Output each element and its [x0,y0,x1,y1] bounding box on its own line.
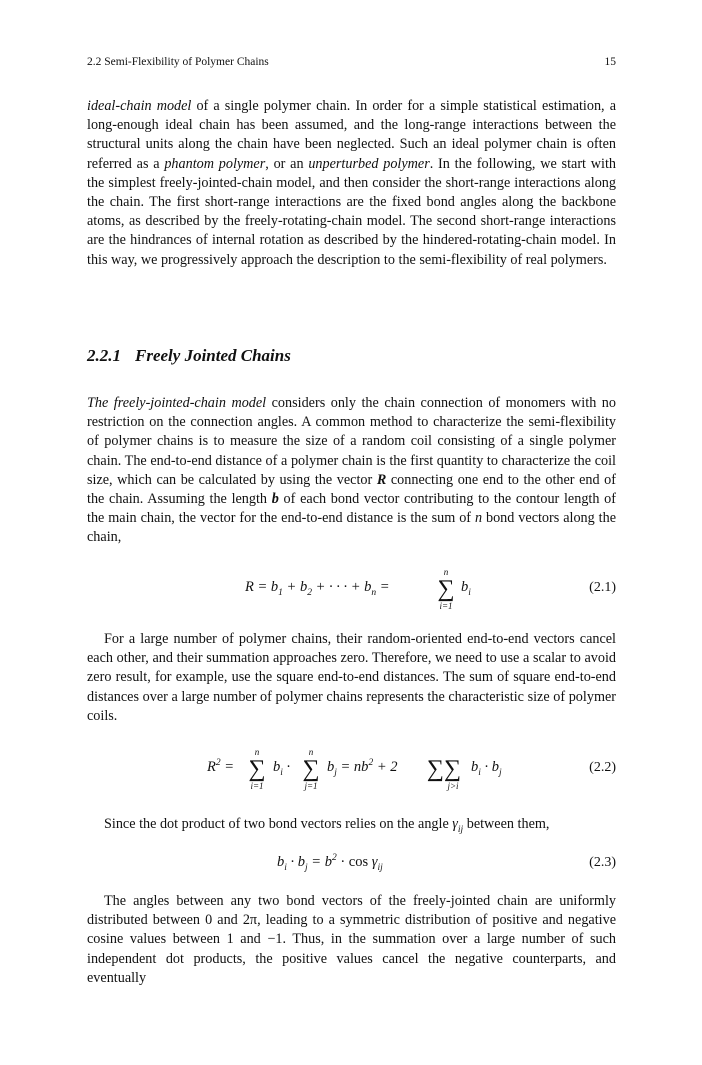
text: = [220,759,235,775]
text: + b [282,579,308,595]
equation-2-1 [87,567,616,623]
text: · b [480,759,500,775]
sum-upper-limit: n [443,567,449,577]
symbol-R: R [376,471,387,488]
sum-lower-limit: i=1 [439,601,453,611]
sub: ij [377,862,383,873]
sub: j [499,767,502,778]
sub: i [478,767,481,778]
sum-upper-limit: n [254,747,260,757]
text: = b [307,854,332,870]
page-number: 15 [604,56,616,68]
text: . In the following, we start with the simplest freely-jointed-chain model, and then consider the short-range interactions along the chain. The first short-range interactions are the fixed bond angles along the backbone atoms, as described by the freely-rotating-chain model. The second short-range interactions are the hindrances of internal rotation as described by the hindered-rotating-chain model. In this way, we progressively approach the description to the semi-flexibility of real polymers. [87,155,616,268]
eq2-term-2 [327,759,397,776]
term-phantom-polymer: phantom polymer [164,155,266,172]
eq1-lhs: R = b [245,579,279,595]
text: of each bond vector contributing to the contour length of the main chain, the vector for the end-to-end distance is the sum of [87,491,616,527]
text: considers only the chain connection of monomers with no restriction on the connection angles. A common method to characterize the semi-flexibility of polymer chains is to measure the size of a random coil consisting of a single polymer chain. The end-to-end distance of a polymer chain is the first quantity to characterize the coil size, which can be calculated by using the vector [87,395,616,488]
equation-2-3 [87,849,616,879]
sub: i [280,767,283,778]
sub: ij [457,824,464,835]
text: b [327,759,335,775]
section-heading [87,346,291,366]
symbol-n: n [474,510,483,527]
text: · [282,759,291,775]
eq2-summation-1 [245,747,269,791]
term-ideal-chain-model: ideal-chain model [87,98,192,114]
text: R [207,759,216,775]
paragraph-square-distance: For a large number of polymer chains, their random-oriented end-to-end vectors cancel each other, and their summation approaches zero. Therefore, we need to use a scalar to avoid zero result, for example, use the square end-to-end distances. The sum of square end-to-end distances over a large number of polymer chains represents the characteristic size of polymer coils. [87,631,616,724]
sigma-symbol: ∑ [426,756,444,782]
sum-upper-limit: n [308,747,314,757]
eq2-lhs [207,759,234,776]
text: = [376,579,390,595]
text: , or an [265,155,309,172]
sub: j [305,862,308,873]
text: b [461,579,469,595]
paragraph-freely-jointed [87,394,616,548]
text: · b [286,854,306,870]
section-number: 2.2.1 [87,346,121,365]
text: of a single polymer chain. In order for a simple statistical estimation, a long-enough ideal chain has been assumed, and the long-range interactions between the structural units along the chain have been neglected. Such an ideal polymer chain is often referred as a [87,98,616,172]
sum-lower-limit: i=1 [250,781,264,791]
symbol-gamma: γ [452,816,458,832]
symbol-gamma: γ [371,854,378,870]
eq1-expression [245,579,390,596]
eq1-summation [434,567,458,611]
eq2-term-1 [273,759,290,776]
sum-lower-limit: j>i [447,781,459,791]
text: between them, [463,816,550,832]
term-freely-jointed-chain-model: The freely-jointed-chain model [87,395,267,411]
equation-number: (2.2) [589,760,616,775]
sub: 1 [278,587,283,598]
text: + · · · + b [311,579,372,595]
running-head [87,56,616,72]
term-unperturbed-polymer: unperturbed polymer [308,155,430,172]
equation-number: (2.3) [589,855,616,870]
sub: i [284,862,287,873]
paragraph-angles: The angles between any two bond vectors of the freely-jointed chain are uniformly distributed between 0 and 2π, leading to a symmetric distribution of positive and negative cosine values between 1 and −1. Thus, in the summation over a large number of such independent dot products, the positive values cancel the negative counterparts, and eventually [87,893,616,986]
text: b [273,759,281,775]
sigma-symbol: ∑ [248,756,266,782]
equation-number: (2.1) [589,580,616,595]
paragraph-dot-product [87,815,616,834]
eq2-double-summation [420,757,468,791]
text: bond vectors along the chain, [87,510,616,546]
equation-2-2 [87,747,616,803]
sub: n [371,587,377,598]
sub: i [468,587,471,598]
symbol-b: b [271,491,279,508]
sup: 2 [331,853,337,864]
text: b [277,854,285,870]
running-head-section: 2.2 Semi-Flexibility of Polymer Chains [87,56,269,68]
sub: 2 [307,587,312,598]
sigma-symbol: ∑ [444,756,462,782]
eq3-expression [277,854,383,871]
eq2-term-3 [471,759,502,776]
sigma-symbol: ∑ [302,756,320,782]
eq2-summation-2 [299,747,323,791]
text: · cos [336,854,372,870]
text: = nb [336,759,369,775]
sum-lower-limit: j=1 [304,781,318,791]
text: connecting one end to the other end of the chain. Assuming the length [87,471,616,508]
double-sigma-symbol [420,757,468,781]
sup: 2 [215,758,221,769]
paragraph-intro [87,97,616,270]
sigma-symbol: ∑ [437,576,455,602]
text: + 2 [373,759,398,775]
text: Since the dot product of two bond vectors relies on the angle [104,816,453,832]
sub: j [334,767,337,778]
section-title: Freely Jointed Chains [135,346,291,365]
eq1-term [461,579,471,596]
text: b [471,759,479,775]
sup: 2 [368,758,374,769]
